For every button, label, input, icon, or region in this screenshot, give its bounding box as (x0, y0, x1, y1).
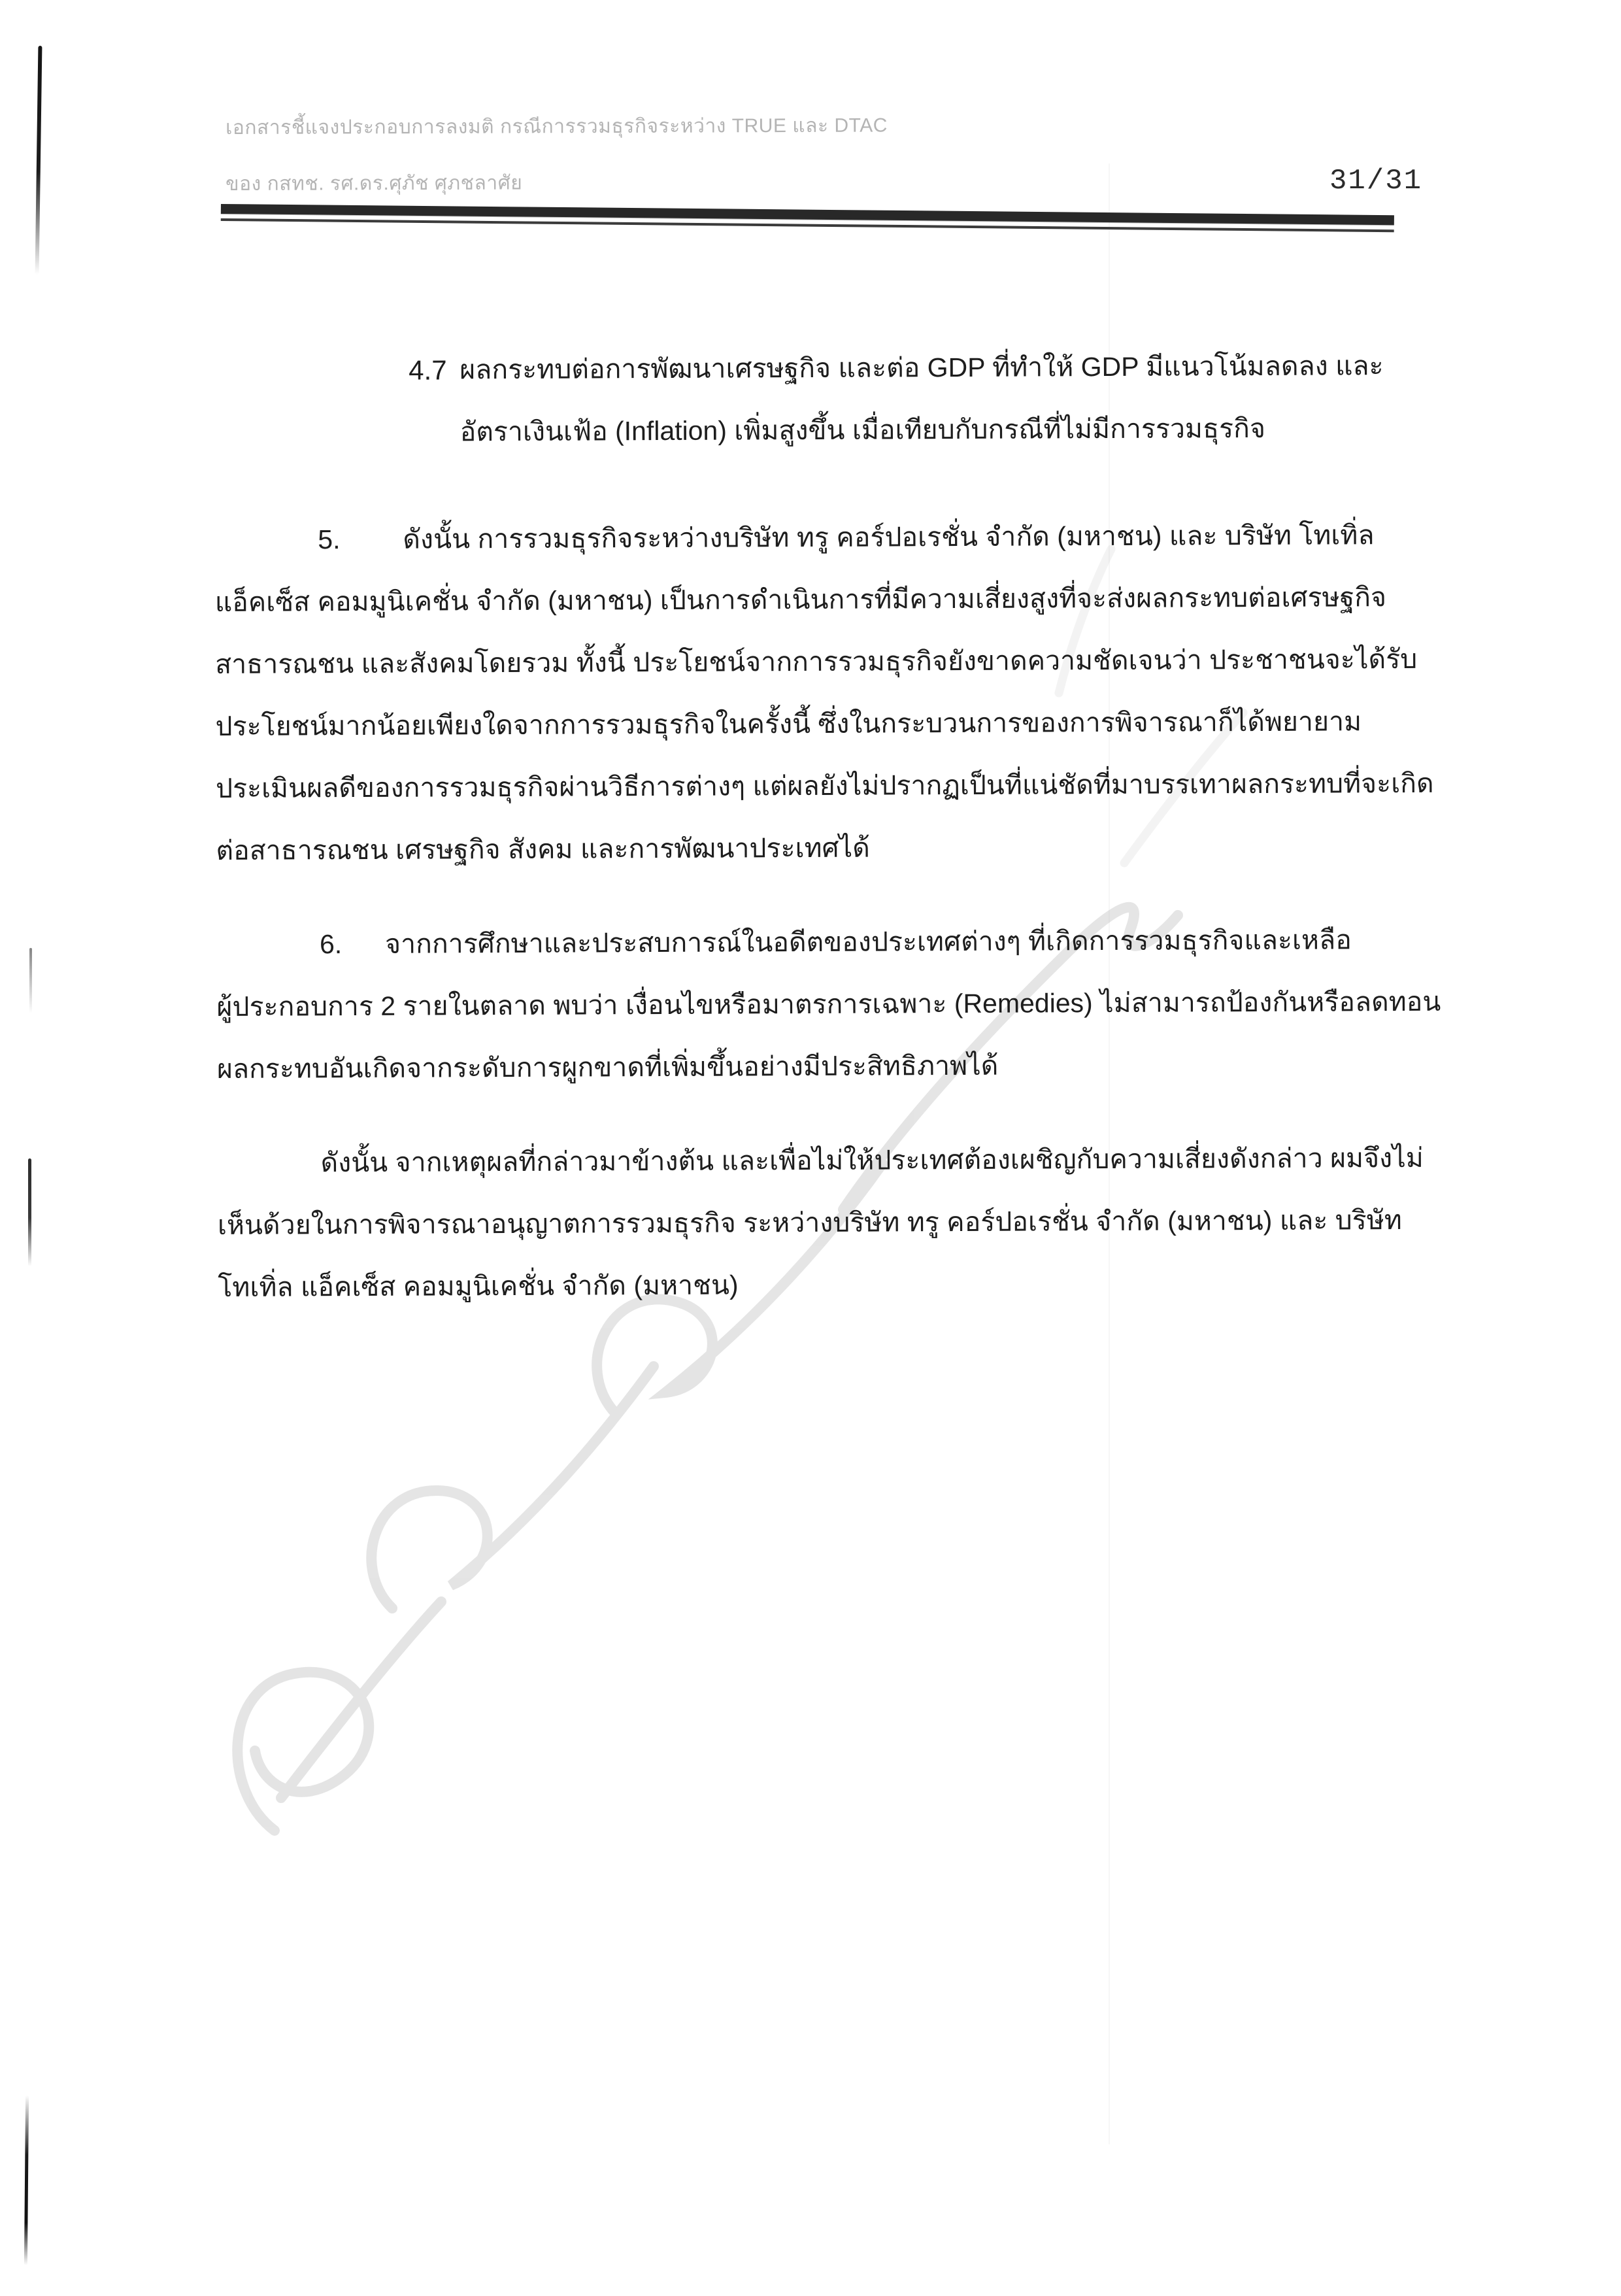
text-line: ต่อสาธารณชน เศรษฐกิจ สังคม และการพัฒนาประเทศได้ (216, 832, 870, 866)
page-number: 31/31 (1329, 165, 1423, 197)
text-line: เห็นด้วยในการพิจารณาอนุญาตการรวมธุรกิจ ระหว่างบริษัท ทรู คอร์ปอเรชั่น จำกัด (มหาชน) และ บริษัท (217, 1205, 1402, 1240)
paragraph-5 (214, 504, 1445, 882)
section-item-4-7 (409, 335, 1455, 464)
text-line: ประเมินผลดีของการรวมธุรกิจผ่านวิธีการต่างๆ แต่ผลยังไม่ปรากฏเป็นที่แน่ชัดที่มาบรรเทาผลกระทบที่จะเกิด (215, 768, 1434, 803)
item-text (460, 335, 1384, 463)
text-line: ผู้ประกอบการ 2 รายในตลาด พบว่า เงื่อนไขหรือมาตรการเฉพาะ (Remedies) ไม่สามารถป้องกันหรือลดทอน (216, 986, 1441, 1022)
item-number: 4.7 (409, 354, 447, 386)
text-line (214, 504, 1443, 571)
text-line: ดังนั้น จากเหตุผลที่กล่าวมาข้างต้น และเพื่อไม่ให้ประเทศต้องเผชิญกับความเสี่ยงดังกล่าว ผมจึงไม่ (320, 1142, 1424, 1178)
text-line (216, 909, 1445, 976)
text-line: โทเทิ่ล แอ็คเซ็ส คอมมูนิเคชั่น จำกัด (มหาชน) (218, 1270, 739, 1302)
text-line-content: ดังนั้น การรวมธุรกิจระหว่างบริษัท ทรู คอร์ปอเรชั่น จำกัด (มหาชน) และ บริษัท โทเทิ่ล (403, 520, 1375, 554)
text-line: สาธารณชน และสังคมโดยรวม ทั้งนี้ ประโยชน์จากการรวมธุรกิจยังขาดความชัดเจนว่า ประชาชนจะได้รับ (215, 643, 1418, 679)
text-line: ผลกระทบอันเกิดจากระดับการผูกขาดที่เพิ่มขึ้นอย่างมีประสิทธิภาพได้ (216, 1050, 999, 1084)
paragraph-number: 5. (318, 524, 341, 555)
header-note-line1: เอกสารชี้แจงประกอบการลงมติ กรณีการรวมธุรกิจระหว่าง TRUE และ DTAC (226, 114, 888, 139)
paragraph-number: 6. (319, 929, 343, 960)
text-line: ประโยชน์มากน้อยเพียงใดจากการรวมธุรกิจในครั้งนี้ ซึ่งในกระบวนการของการพิจารณาก็ได้พยายาม (215, 706, 1362, 741)
header-note-line2: ของ กสทช. รศ.ดร.ศุภัช ศุภชลาศัย (226, 172, 523, 195)
text-line: อัตราเงินเฟ้อ (Inflation) เพิ่มสูงขึ้น เมื่อเทียบกับกรณีที่ไม่มีการรวมธุรกิจ (460, 413, 1266, 447)
text-line: ผลกระทบต่อการพัฒนาเศรษฐกิจ และต่อ GDP ที่ทำให้ GDP มีแนวโน้มลดลง และ (460, 350, 1384, 385)
closing-paragraph (217, 1127, 1446, 1319)
text-line-content: จากการศึกษาและประสบการณ์ในอดีตของประเทศต่างๆ ที่เกิดการรวมธุรกิจและเหลือ (384, 924, 1352, 959)
text-line: แอ็คเซ็ส คอมมูนิเคชั่น จำกัด (มหาชน) เป็นการดำเนินการที่มีความเสี่ยงสูงที่จะส่งผลกระทบต่อเศรษฐกิจ (214, 582, 1387, 617)
paragraph-6 (216, 909, 1446, 1100)
